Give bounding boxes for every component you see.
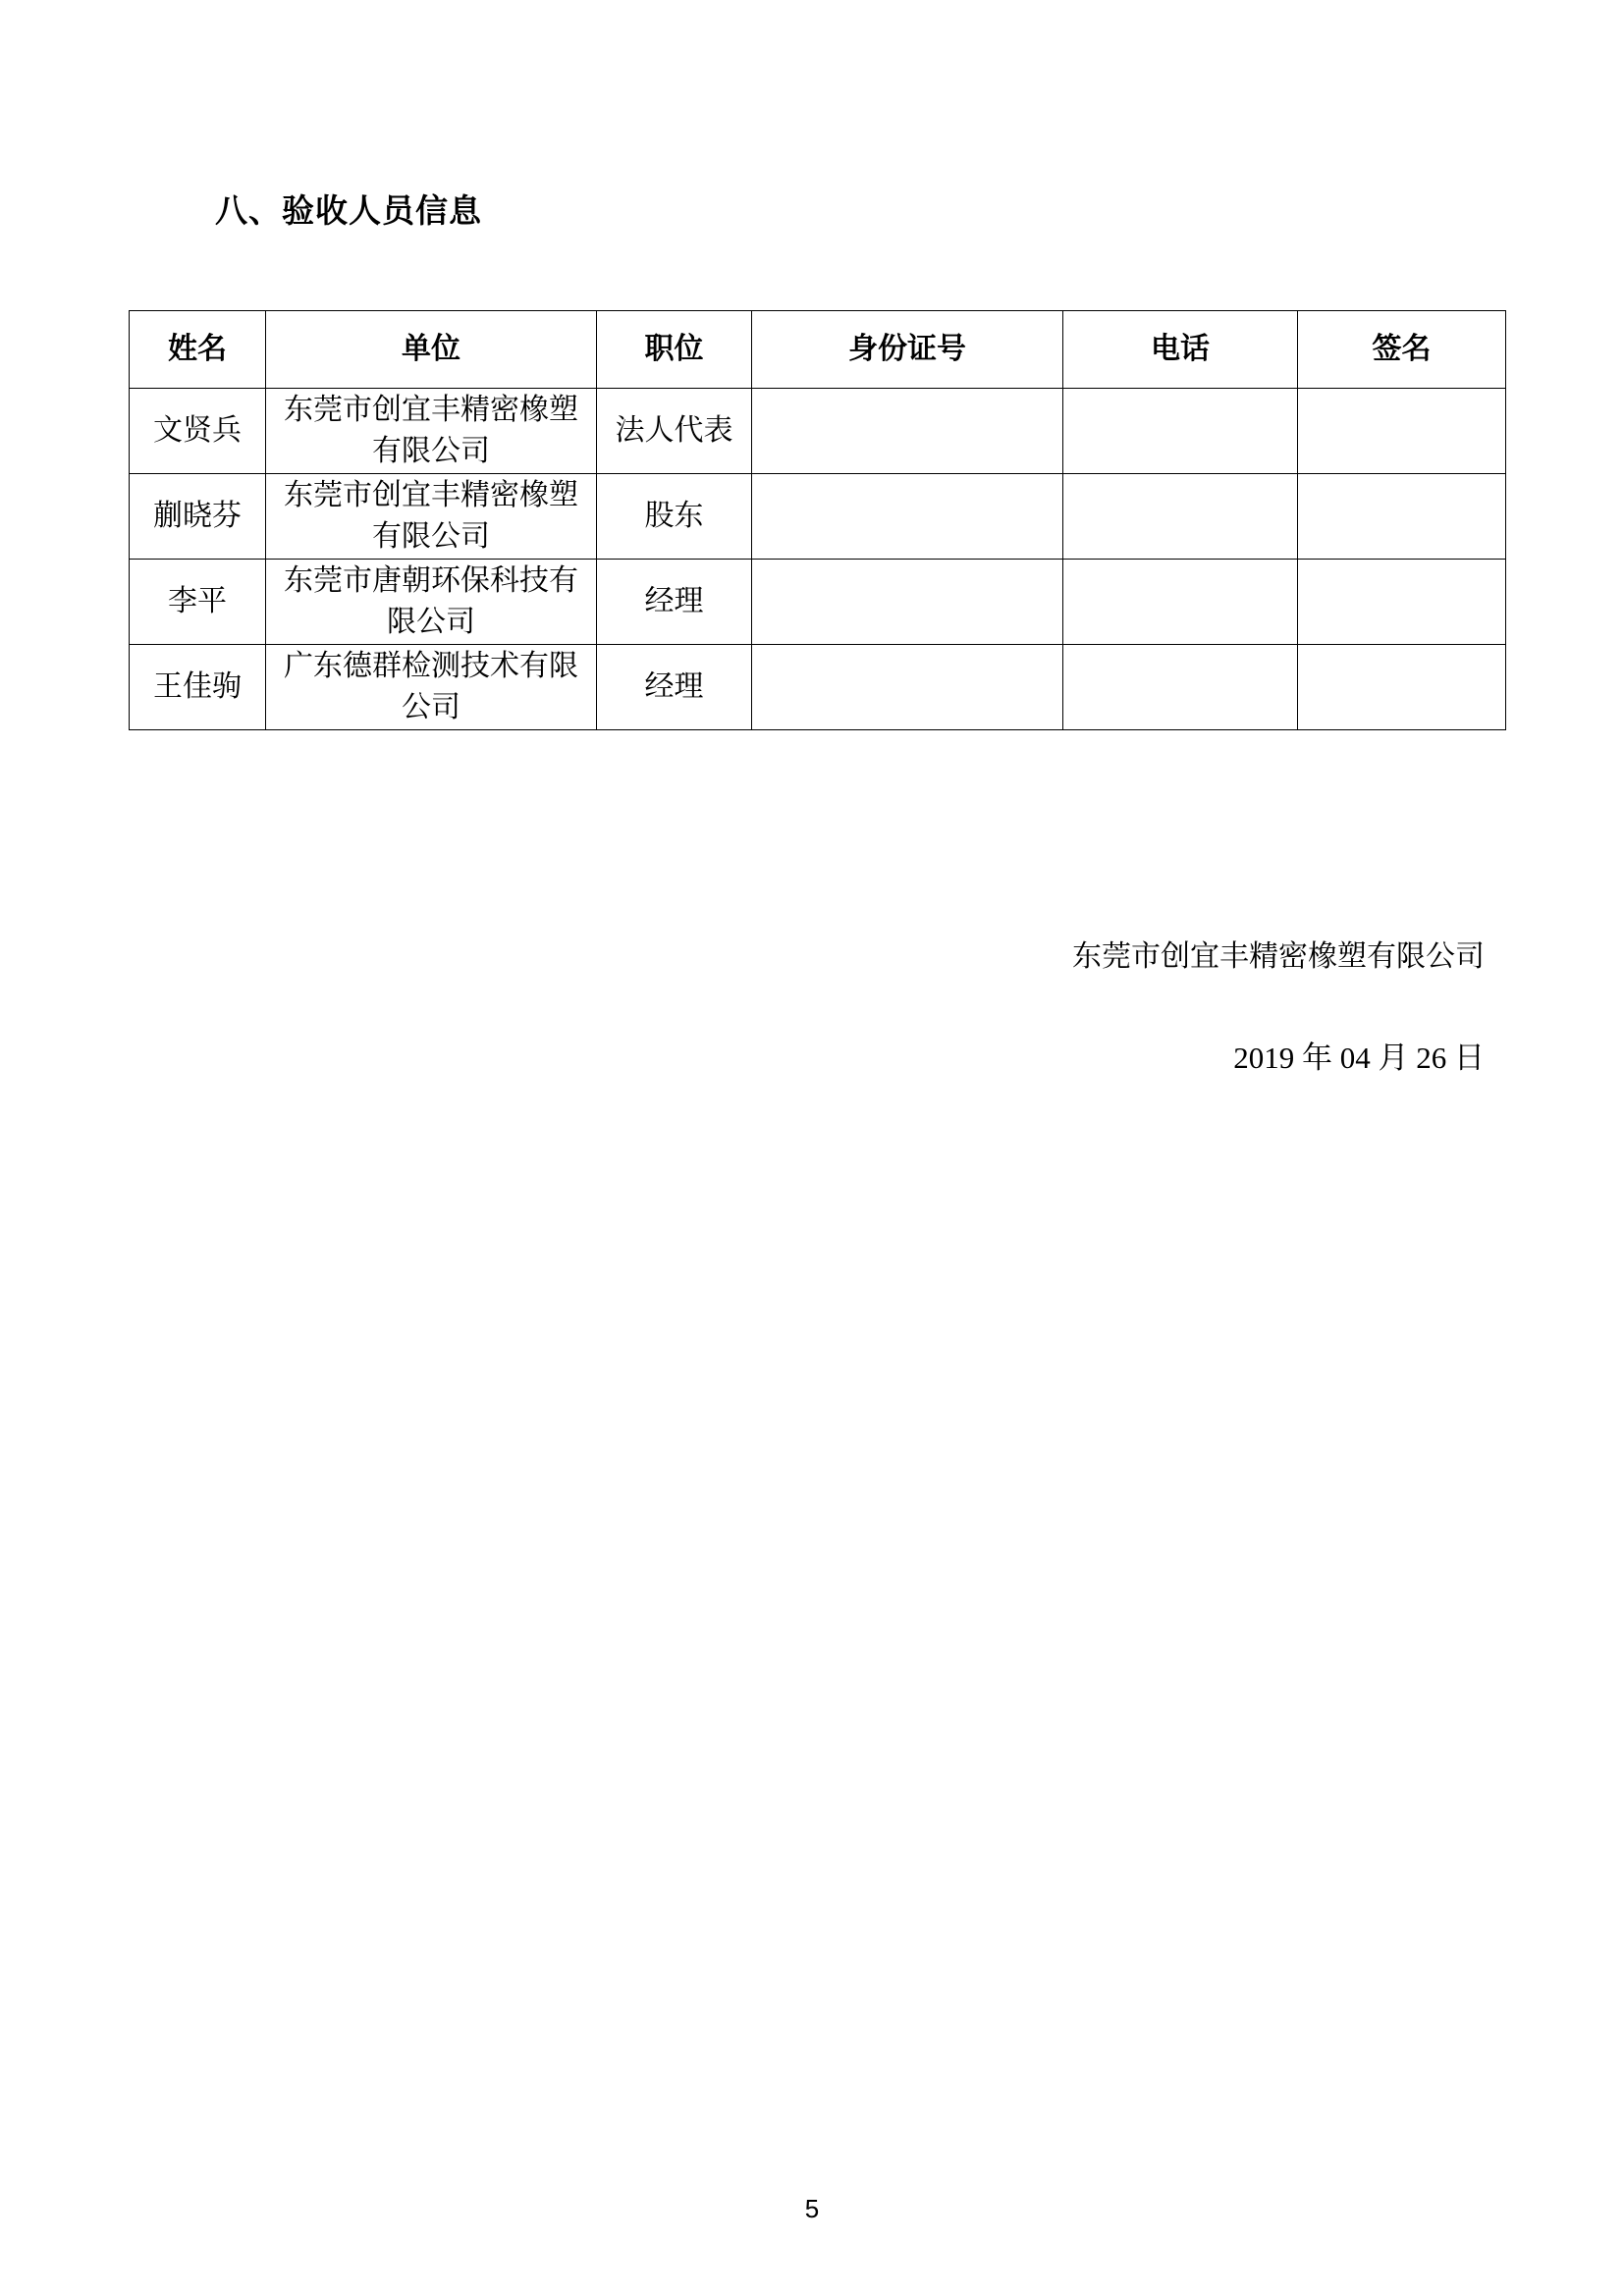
table-row — [130, 474, 1506, 560]
signoff-date: 2019 年 04 月 26 日 — [1233, 1041, 1485, 1075]
section-title: 八、验收人员信息 — [215, 191, 482, 230]
header-name: 姓名 — [130, 311, 266, 389]
cell-position: 经理 — [597, 560, 752, 645]
header-phone: 电话 — [1063, 311, 1298, 389]
cell-signature — [1298, 560, 1506, 645]
cell-unit: 东莞市唐朝环保科技有限公司 — [266, 560, 597, 645]
cell-signature — [1298, 389, 1506, 474]
table-row — [130, 645, 1506, 730]
table-row — [130, 560, 1506, 645]
cell-id-number — [752, 560, 1063, 645]
cell-phone — [1063, 389, 1298, 474]
header-position: 职位 — [597, 311, 752, 389]
page-number: 5 — [804, 2194, 820, 2223]
cell-name: 蒯晓芬 — [130, 474, 266, 560]
cell-id-number — [752, 474, 1063, 560]
cell-id-number — [752, 389, 1063, 474]
table-row — [130, 389, 1506, 474]
cell-signature — [1298, 645, 1506, 730]
cell-phone — [1063, 560, 1298, 645]
cell-position: 股东 — [597, 474, 752, 560]
header-unit: 单位 — [266, 311, 597, 389]
signoff-company: 东莞市创宜丰精密橡塑有限公司 — [1072, 939, 1485, 974]
acceptance-staff-table — [129, 310, 1506, 730]
cell-phone — [1063, 645, 1298, 730]
cell-unit: 广东德群检测技术有限公司 — [266, 645, 597, 730]
cell-unit: 东莞市创宜丰精密橡塑有限公司 — [266, 389, 597, 474]
cell-position: 法人代表 — [597, 389, 752, 474]
cell-signature — [1298, 474, 1506, 560]
cell-name: 李平 — [130, 560, 266, 645]
table-header-row — [130, 311, 1506, 389]
cell-position: 经理 — [597, 645, 752, 730]
header-signature: 签名 — [1298, 311, 1506, 389]
cell-phone — [1063, 474, 1298, 560]
cell-unit: 东莞市创宜丰精密橡塑有限公司 — [266, 474, 597, 560]
header-id-number: 身份证号 — [752, 311, 1063, 389]
cell-name: 王佳驹 — [130, 645, 266, 730]
cell-name: 文贤兵 — [130, 389, 266, 474]
cell-id-number — [752, 645, 1063, 730]
